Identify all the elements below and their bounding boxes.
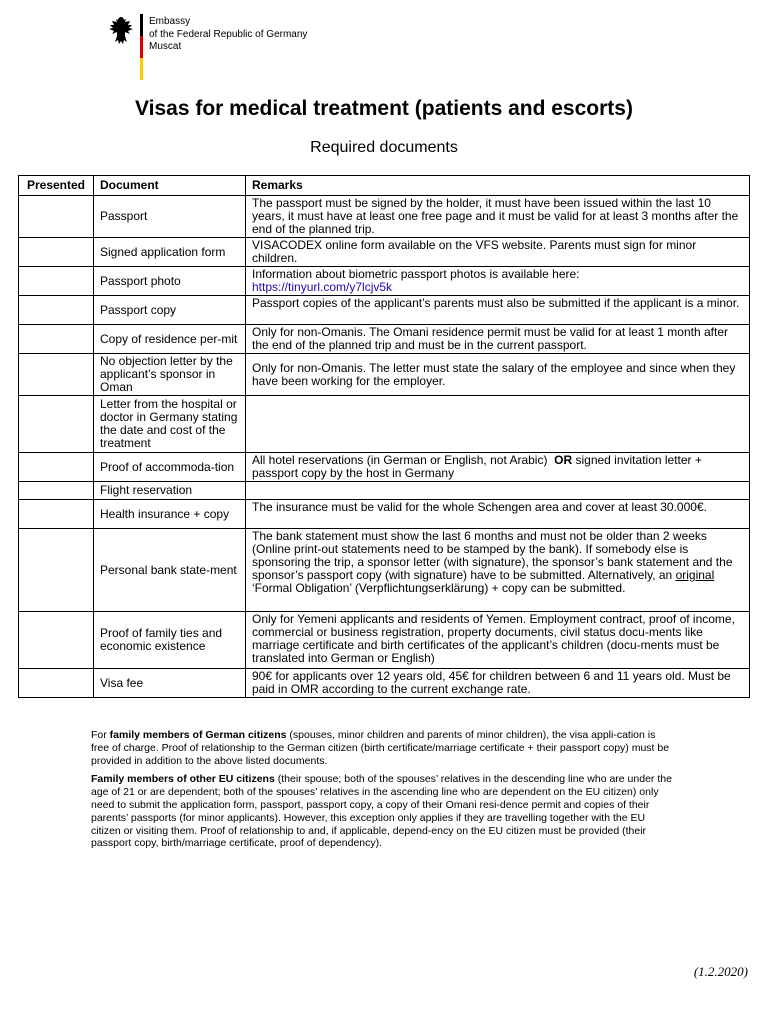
table-row	[19, 482, 750, 500]
table-row	[19, 500, 750, 529]
presented-cell	[19, 238, 94, 267]
note-1-text: (spouses, minor children and parents of minor children), the visa appli-cation is free of charge. Proof of relationship to the German citizen (birth certificate/marriage certificate + their passport copy) must be provided in addition to the above listed documents.	[91, 729, 670, 767]
document-cell: Passport photo	[94, 267, 246, 296]
table-row	[19, 296, 750, 325]
table-row	[19, 325, 750, 354]
page-subtitle: Required documents	[310, 139, 458, 156]
presented-cell	[19, 296, 94, 325]
presented-cell	[19, 500, 94, 529]
table-row	[19, 267, 750, 296]
presented-cell	[19, 325, 94, 354]
embassy-line-2: of the Federal Republic of Germany	[149, 28, 308, 40]
remarks-text-a: The bank statement must show the last 6 months and must not be older than 2 weeks (Online print-out statements need to be stamped by the bank). If somebody else is sponsoring the trip, a sponsor letter (with signature), the sponsor’s bank statement and the sponsor’s passport copy (with signature) have to be submitted. Alternatively, an	[252, 529, 733, 582]
header-presented: Presented	[19, 176, 94, 196]
remarks-cell: 90€ for applicants over 12 years old, 45€ for children between 6 and 11 years old. Must be paid in OMR according to the current exchange rate.	[246, 669, 750, 698]
table-row	[19, 196, 750, 238]
presented-cell	[19, 453, 94, 482]
note-1-pre: For	[91, 729, 107, 741]
document-cell: Copy of residence per-mit	[94, 325, 246, 354]
federal-eagle-icon	[108, 16, 134, 46]
remarks-text-b: ‘Formal Obligation’ (Verpflichtungserklärung) + copy can be submitted.	[252, 581, 626, 595]
note-german-citizens	[91, 729, 676, 767]
document-cell: Proof of accommoda-tion	[94, 453, 246, 482]
presented-cell	[19, 529, 94, 612]
note-eu-citizens	[91, 773, 676, 850]
document-cell: Health insurance + copy	[94, 500, 246, 529]
embassy-line-3: Muscat	[149, 41, 182, 52]
presented-cell	[19, 396, 94, 453]
biometric-photo-link[interactable]: https://tinyurl.com/y7lcjv5k	[252, 280, 393, 294]
remarks-text-a: All hotel reservations (in German or English, not Arabic)	[252, 453, 548, 467]
flag-gold-band	[140, 58, 143, 80]
table-row	[19, 529, 750, 612]
table-row	[19, 396, 750, 453]
header-remarks: Remarks	[246, 176, 750, 196]
german-flag-stripe	[140, 14, 143, 80]
note-2-text: (their spouse; both of the spouses’ relatives in the descending line who are under the age of 21 or are dependent; both of the spouses’ relatives in the ascending line who are dependent on the EU citizen) only need to submit the application form, passport, passport copy, a copy of their Omani resi-dence permit and copies of their parents’ passports (for minor applicants). However, this exception only applies if they are travelling together with the EU citizen or visiting them. Proof of relationship to and, if applicable, depend-ency on the EU citizen must be provided (their passport copy, birth/marriage certificate, proof of dependency).	[91, 773, 672, 850]
remarks-text: Information about biometric passport photos is available here:	[252, 267, 580, 281]
required-documents-table	[18, 175, 750, 698]
remarks-cell	[246, 529, 750, 612]
presented-cell	[19, 612, 94, 669]
document-cell: Proof of family ties and economic existence	[94, 612, 246, 669]
remarks-cell	[246, 396, 750, 453]
table-header-row	[19, 176, 750, 196]
table-row	[19, 354, 750, 396]
presented-cell	[19, 196, 94, 238]
document-cell: Passport	[94, 196, 246, 238]
presented-cell	[19, 267, 94, 296]
embassy-header	[108, 14, 348, 82]
table-row	[19, 612, 750, 669]
note-1-bold: family members of German citizens	[109, 729, 287, 741]
presented-cell	[19, 354, 94, 396]
embassy-name	[149, 16, 307, 54]
flag-red-band	[140, 36, 143, 58]
remarks-cell	[246, 267, 750, 296]
note-2-bold: Family members of other EU citizens	[91, 773, 275, 786]
page-title: Visas for medical treatment (patients and escorts)	[135, 97, 633, 120]
document-cell: Flight reservation	[94, 482, 246, 500]
remarks-cell: The insurance must be valid for the whole Schengen area and cover at least 30.000€.	[246, 500, 750, 529]
document-cell: No objection letter by the applicant’s sponsor in Oman	[94, 354, 246, 396]
notes-section	[91, 729, 676, 856]
presented-cell	[19, 482, 94, 500]
table-row	[19, 669, 750, 698]
remarks-cell	[246, 482, 750, 500]
document-date: (1.2.2020)	[693, 964, 748, 979]
embassy-line-1: Embassy	[149, 16, 191, 27]
remarks-cell: VISACODEX online form available on the VFS website. Parents must sign for minor children.	[246, 238, 750, 267]
presented-cell	[19, 669, 94, 698]
table-row	[19, 238, 750, 267]
document-cell: Passport copy	[94, 296, 246, 325]
remarks-cell: Passport copies of the applicant’s parents must also be submitted if the applicant is a minor.	[246, 296, 750, 325]
remarks-cell: Only for non-Omanis. The letter must state the salary of the employee and since when they have been working for the employer.	[246, 354, 750, 396]
flag-black-band	[140, 14, 143, 36]
remarks-cell: Only for non-Omanis. The Omani residence permit must be valid for at least 1 month after the end of the planned trip and must be in the current passport.	[246, 325, 750, 354]
document-cell: Signed application form	[94, 238, 246, 267]
document-cell: Personal bank state-ment	[94, 529, 246, 612]
remarks-cell: Only for Yemeni applicants and residents of Yemen. Employment contract, proof of income, commercial or business registration, property documents, civil status docu-ments like marriage certificate and birth certificates of the applicant’s children (docu-ments must be translated into German or English)	[246, 612, 750, 669]
remarks-cell: The passport must be signed by the holder, it must have been issued within the last 10 years, it must have at least one free page and it must be valid for at least 3 months after the end of the planned trip.	[246, 196, 750, 238]
remarks-cell	[246, 453, 750, 482]
table-row	[19, 453, 750, 482]
remarks-underlined: original	[675, 568, 715, 582]
remarks-text-b: signed invitation letter + passport copy by the host in Germany	[252, 453, 702, 480]
remarks-emphasis: OR	[554, 453, 573, 467]
document-cell: Letter from the hospital or doctor in Germany stating the date and cost of the treatment	[94, 396, 246, 453]
header-document: Document	[94, 176, 246, 196]
document-cell: Visa fee	[94, 669, 246, 698]
